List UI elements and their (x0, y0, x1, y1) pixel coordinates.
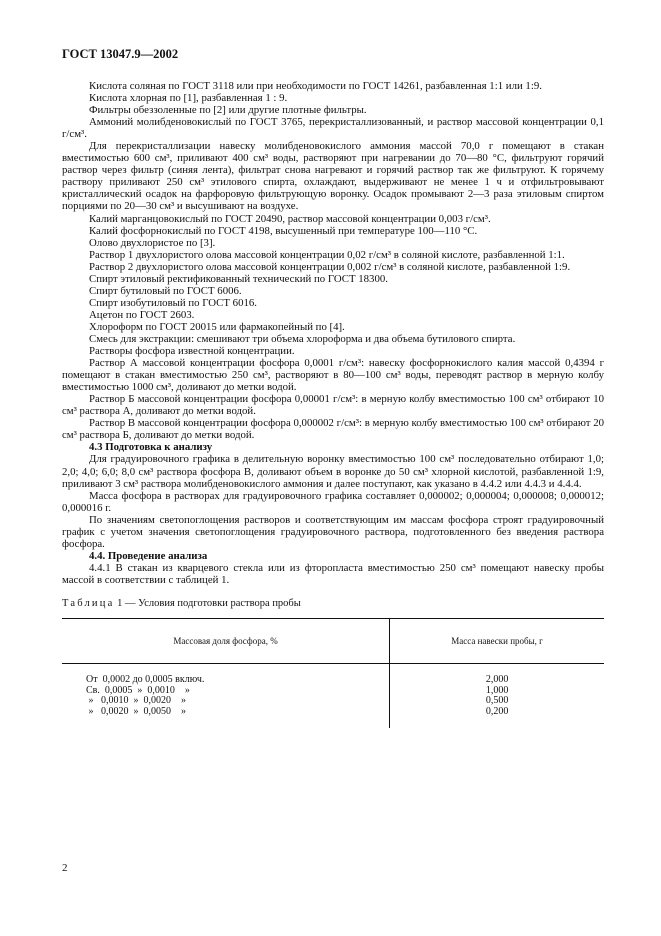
col-header-sample-mass: Масса навески пробы, г (390, 619, 604, 664)
table-caption-text: 1 — Условия подготовки раствора пробы (117, 597, 301, 609)
section-heading: 4.4. Проведение анализа (89, 549, 208, 562)
paragraph: 4.4.1 В стакан из кварцевого стекла или из фторопласта вместимостью 250 см³ помещают навеску пробы массой в соответствии с таблицей 1. (62, 561, 604, 586)
table-header-row (62, 619, 604, 664)
paragraph: Калий марганцовокислый по ГОСТ 20490, раствор массовой концентрации 0,003 г/см³. (89, 212, 491, 225)
paragraph: Олово двухлористое по [3]. (89, 236, 216, 249)
mass-value: 0,200 (485, 705, 509, 717)
paragraph: Для перекристаллизации навеску молибденовокислого аммония массой 70,0 г помещают в стакан вместимостью 600 см³, приливают 400 см³ воды, растворяют при нагревании до 70—80 °С, фильтруют горячий раствор через фильтр (синяя лента), фильтрат снова нагревают и горячий раствор так же фильтруют. К горячему раствору приливают 250 см³ этилового спирта, охлаждают, выдерживают не менее 1 ч и отфильтровывают кристаллический осадок на фарфоровую фильтрующую воронку. Осадок промывают 2—3 раза этиловым спиртом порциями по 20—30 см³ и высушивают на воздухе. (62, 140, 604, 213)
paragraph: Аммоний молибденовокислый по ГОСТ 3765, перекристаллизованный, и раствор массовой концентрации 0,1 г/см³. (62, 116, 604, 141)
paragraph: По значениям светопоглощения растворов и соответствующим им массам фосфора строят градуировочный график с учетом значения светопоглощения градуировочного раствора, подготовленного без введения раствора фосфора. (62, 513, 604, 550)
paragraph: Раствор В массовой концентрации фосфора 0,000002 г/см³: в мерную колбу вместимостью 100 см³ отбирают 20 см³ раствора Б, доливают до метки водой. (62, 417, 604, 442)
document-header: ГОСТ 13047.9—2002 (62, 47, 179, 61)
paragraph: Раствор А массовой концентрации фосфора 0,0001 г/см³: навеску фосфорнокислого калия массой 0,4394 г помещают в стакан вместимостью 250 см³, растворяют в 80—100 см³ воды, переводят раствор в мерную колбу вместимостью 1000 см³, доливают до метки водой. (62, 357, 604, 394)
section-heading: 4.3 Подготовка к анализу (89, 441, 213, 454)
paragraph: Раствор 2 двухлористого олова массовой концентрации 0,002 г/см³ в соляной кислоте, разбавленной 1:9. (89, 260, 571, 273)
mass-value: 2,000 (485, 674, 509, 686)
table-row (62, 664, 604, 729)
paragraph: Масса фосфора в растворах для градуировочного графика составляет 0,000002; 0,000004; 0,000008; 0,000012; 0,000016 г. (62, 489, 604, 514)
paragraph: Спирт этиловый ректификованный технический по ГОСТ 18300. (89, 272, 388, 285)
paragraph: Растворы фосфора известной концентрации. (89, 345, 295, 358)
paragraph: Раствор 1 двухлористого олова массовой концентрации 0,02 г/см³ в соляной кислоте, разбавленной 1:1. (89, 248, 565, 261)
phosphorus-range-cell (62, 664, 390, 729)
paragraph: Хлороформ по ГОСТ 20015 или фармакопейный по [4]. (89, 320, 345, 333)
paragraph: Ацетон по ГОСТ 2603. (89, 308, 195, 321)
paragraph: Для градуировочного графика в делительную воронку вместимостью 100 см³ последовательно отбирают 1,0; 2,0; 4,0; 6,0; 8,0 см³ раствора фосфора В, доливают объем в воронке до 50 см³ хлорной кислотой, разбавленной 1:9, приливают 3 см³ раствора молибденовокислого аммония и далее поступают, как указано в 4.4.2 или 4.4.3 и 4.4.4. (62, 453, 604, 490)
document-body (62, 80, 604, 728)
range-value: Св. 0,0005 » 0,0010 » (86, 684, 190, 696)
table-caption (62, 598, 604, 610)
paragraph: Раствор Б массовой концентрации фосфора 0,00001 г/см³: в мерную колбу вместимостью 100 см³ отбирают 10 см³ раствора А, доливают до метки водой. (62, 393, 604, 418)
paragraph: Спирт бутиловый по ГОСТ 6006. (89, 284, 242, 297)
paragraph: Калий фосфорнокислый по ГОСТ 4198, высушенный при температуре 100—110 °С. (89, 224, 478, 237)
sample-preparation-table (62, 618, 604, 728)
paragraph: Кислота соляная по ГОСТ 3118 или при необходимости по ГОСТ 14261, разбавленная 1:1 или 1:9. (89, 80, 542, 92)
paragraph: Смесь для экстракции: смешивают три объема хлороформа и два объема бутилового спирта. (89, 332, 516, 345)
table-caption-word: Таблица (62, 597, 115, 609)
mass-value: 1,000 (485, 684, 509, 696)
sample-mass-cell (390, 664, 604, 729)
range-value: » 0,0010 » 0,0020 » (86, 695, 186, 707)
col-header-phosphorus-fraction: Массовая доля фосфора, % (62, 619, 390, 664)
paragraph: Кислота хлорная по [1], разбавленная 1 : 9. (89, 92, 288, 105)
paragraph-list (62, 80, 604, 586)
range-value: » 0,0020 » 0,0050 » (86, 705, 186, 717)
paragraph: Фильтры обеззоленные по [2] или другие плотные фильтры. (89, 104, 367, 117)
paragraph: Спирт изобутиловый по ГОСТ 6016. (89, 296, 257, 309)
range-value: От 0,0002 до 0,0005 включ. (86, 674, 205, 686)
mass-value: 0,500 (485, 695, 509, 707)
page-number: 2 (62, 862, 68, 874)
